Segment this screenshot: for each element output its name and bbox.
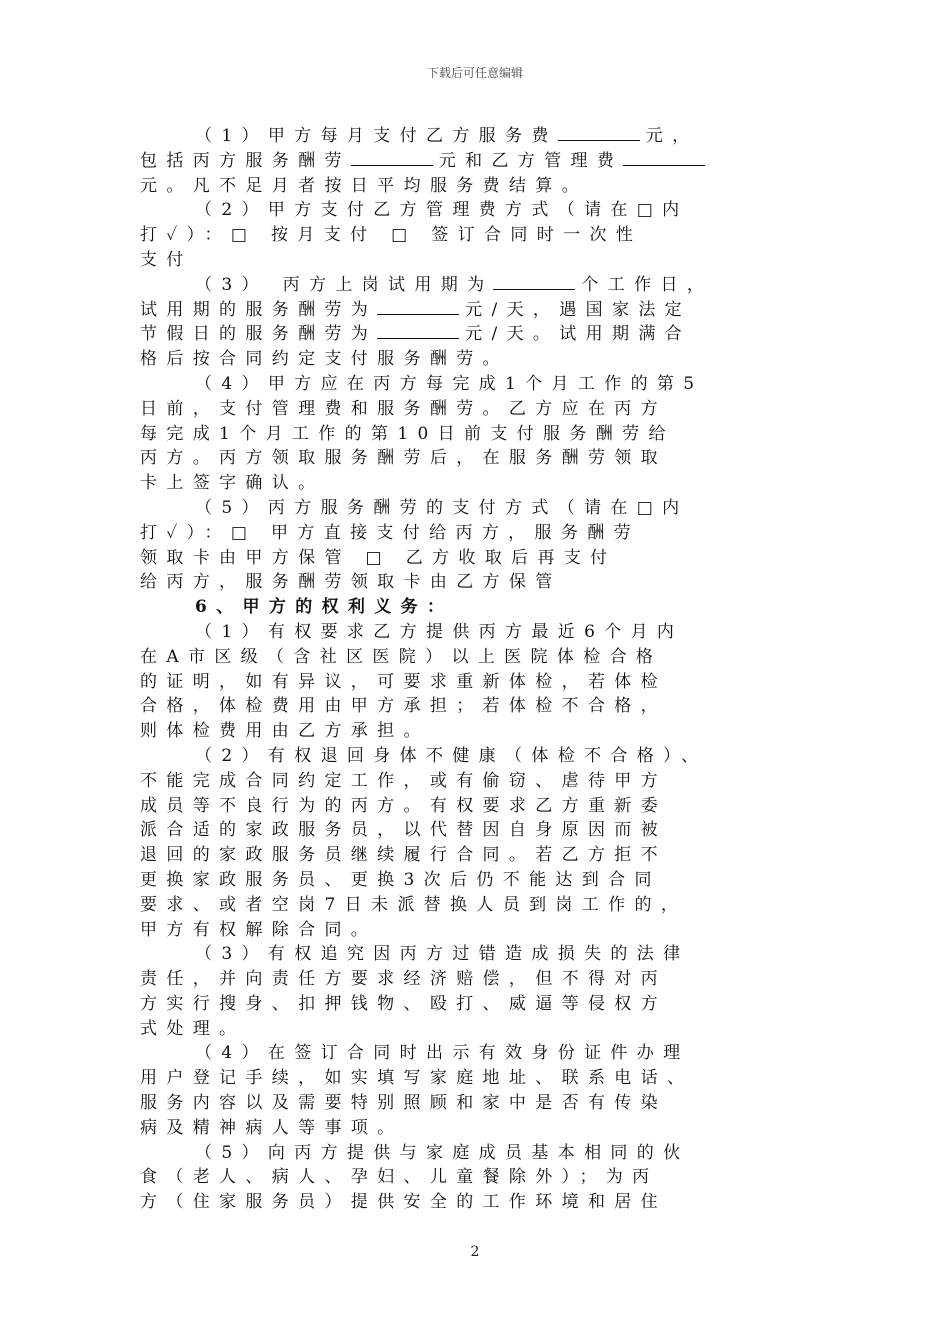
text-segment: 合格，体检费用由甲方承担；若体检不合格， <box>140 696 667 717</box>
text-line <box>140 174 820 199</box>
text-segment: 给丙方，服务酬劳领取卡由乙方保管 <box>140 572 562 593</box>
text-line <box>140 992 820 1017</box>
text-segment: 责任，并向责任方要求经济赔偿，但不得对丙 <box>140 969 667 990</box>
text-segment: 每完成1个月工作的第10日前支付服务酬劳给 <box>140 423 675 444</box>
text-segment: 病及精神病人等事项。 <box>140 1117 404 1138</box>
text-line <box>140 446 820 471</box>
text-line <box>140 719 820 744</box>
text-segment: 派合适的家政服务员，以代替因自身原因而被 <box>140 820 667 841</box>
fill-in-blank[interactable] <box>377 323 459 339</box>
text-line <box>140 893 820 918</box>
text-segment: 元/天，遇国家法定 <box>465 299 692 320</box>
text-line <box>140 868 820 893</box>
text-segment: 要求、或者空岗7日未派替换人员到岗工作的， <box>140 894 688 915</box>
text-line <box>140 769 820 794</box>
text-line <box>140 1066 820 1091</box>
text-line <box>140 372 820 397</box>
text-line <box>140 744 820 769</box>
text-line <box>140 794 820 819</box>
fill-in-blank[interactable] <box>351 150 433 166</box>
text-segment: 6、甲方的权利义务： <box>195 597 454 618</box>
text-line <box>140 124 820 149</box>
text-segment: 元/天。试用期满合 <box>465 324 692 345</box>
text-segment: 食（老人、病人、孕妇、儿童餐除外）；为丙 <box>140 1167 659 1188</box>
text-line <box>140 273 820 298</box>
text-line <box>140 149 820 174</box>
text-line <box>140 645 820 670</box>
text-line <box>140 422 820 447</box>
text-segment: 格后按合同约定支付服务酬劳。 <box>140 349 509 370</box>
text-segment: 方实行搜身、扣押钱物、殴打、威逼等侵权方 <box>140 993 667 1014</box>
text-segment: 式处理。 <box>140 1018 246 1039</box>
text-line <box>140 1017 820 1042</box>
text-segment: 打✓）：□ 按月支付 □ 签订合同时一次性 <box>140 225 643 246</box>
text-segment: 的证明，如有异议，可要求重新体检，若体检 <box>140 671 667 692</box>
text-segment: 卡上签字确认。 <box>140 473 325 494</box>
text-segment: （1）有权要求乙方提供丙方最近6个月内 <box>195 621 684 642</box>
text-segment: 更换家政服务员、更换3次后仍不能达到合同 <box>140 869 661 890</box>
text-line <box>140 347 820 372</box>
text-line <box>140 967 820 992</box>
text-segment: （3） 丙方上岗试用期为 <box>195 274 494 295</box>
text-line <box>140 620 820 645</box>
text-segment: 甲方有权解除合同。 <box>140 919 378 940</box>
text-segment: 丙方。丙方领取服务酬劳后，在服务酬劳领取 <box>140 448 667 469</box>
text-segment: （2）有权退回身体不健康（体检不合格）、 <box>195 745 708 766</box>
text-segment: 则体检费用由乙方承担。 <box>140 721 430 742</box>
text-segment: 元， <box>645 126 699 146</box>
text-line <box>140 918 820 943</box>
page-header: 下载后可任意编辑 <box>426 66 523 80</box>
text-line <box>140 298 820 323</box>
text-line <box>140 471 820 496</box>
text-line <box>140 1165 820 1190</box>
text-segment: 日前，支付管理费和服务酬劳。乙方应在丙方 <box>140 398 667 419</box>
text-line <box>140 546 820 571</box>
text-segment: （1）甲方每月支付乙方服务费 <box>195 126 558 146</box>
text-line <box>140 694 820 719</box>
text-line <box>140 1190 820 1215</box>
fill-in-blank[interactable] <box>493 274 575 290</box>
text-segment: 包括丙方服务酬劳 <box>140 150 351 171</box>
text-segment: 用户登记手续，如实填写家庭地址、联系电话、 <box>140 1068 694 1089</box>
text-segment: （5）丙方服务酬劳的支付方式（请在□内 <box>195 497 689 518</box>
text-segment: 支付 <box>140 249 193 270</box>
text-segment: 个工作日， <box>581 274 714 295</box>
fill-in-blank[interactable] <box>558 125 640 141</box>
text-line <box>140 397 820 422</box>
text-line <box>140 322 820 347</box>
text-segment: 方（住家服务员）提供安全的工作环境和居住 <box>140 1192 667 1213</box>
text-segment: 成员等不良行为的丙方。有权要求乙方重新委 <box>140 795 667 816</box>
text-line <box>140 1141 820 1166</box>
page-number: 2 <box>470 1244 480 1260</box>
section-heading <box>140 595 820 620</box>
text-line <box>140 818 820 843</box>
text-line <box>140 198 820 223</box>
fill-in-blank[interactable] <box>377 299 459 315</box>
text-line <box>140 1041 820 1066</box>
text-segment: 节假日的服务酬劳为 <box>140 324 378 345</box>
text-segment: 元。凡不足月者按日平均服务费结算。 <box>140 175 588 196</box>
text-segment: 退回的家政服务员继续履行合同。若乙方拒不 <box>140 845 667 866</box>
text-segment: 服务内容以及需要特别照顾和家中是否有传染 <box>140 1093 667 1114</box>
text-segment: 在A市区级（含社区医院）以上医院体检合格 <box>140 646 663 667</box>
text-line <box>140 521 820 546</box>
text-segment: （4）在签订合同时出示有效身份证件办理 <box>195 1043 690 1064</box>
text-segment: 打✓）：□ 甲方直接支付给丙方，服务酬劳 <box>140 522 640 543</box>
text-segment: （3）有权追究因丙方过错造成损失的法律 <box>195 944 690 965</box>
document-body <box>140 124 820 1215</box>
text-line <box>140 223 820 248</box>
text-line <box>140 570 820 595</box>
fill-in-blank[interactable] <box>623 150 705 166</box>
text-segment: 试用期的服务酬劳为 <box>140 299 378 320</box>
text-segment: 元和乙方管理费 <box>438 150 624 171</box>
text-segment: 领取卡由甲方保管 □ 乙方收取后再支付 <box>140 547 617 568</box>
text-segment: （5）向丙方提供与家庭成员基本相同的伙 <box>195 1142 690 1163</box>
text-line <box>140 942 820 967</box>
text-line <box>140 670 820 695</box>
text-segment: （4）甲方应在丙方每完成1个月工作的第5 <box>195 373 704 394</box>
text-line <box>140 496 820 521</box>
text-segment: （2）甲方支付乙方管理费方式（请在□内 <box>195 200 689 221</box>
text-segment: 不能完成合同约定工作，或有偷窃、虐待甲方 <box>140 770 667 791</box>
text-line <box>140 843 820 868</box>
text-line <box>140 248 820 273</box>
text-line <box>140 1116 820 1141</box>
text-line <box>140 1091 820 1116</box>
